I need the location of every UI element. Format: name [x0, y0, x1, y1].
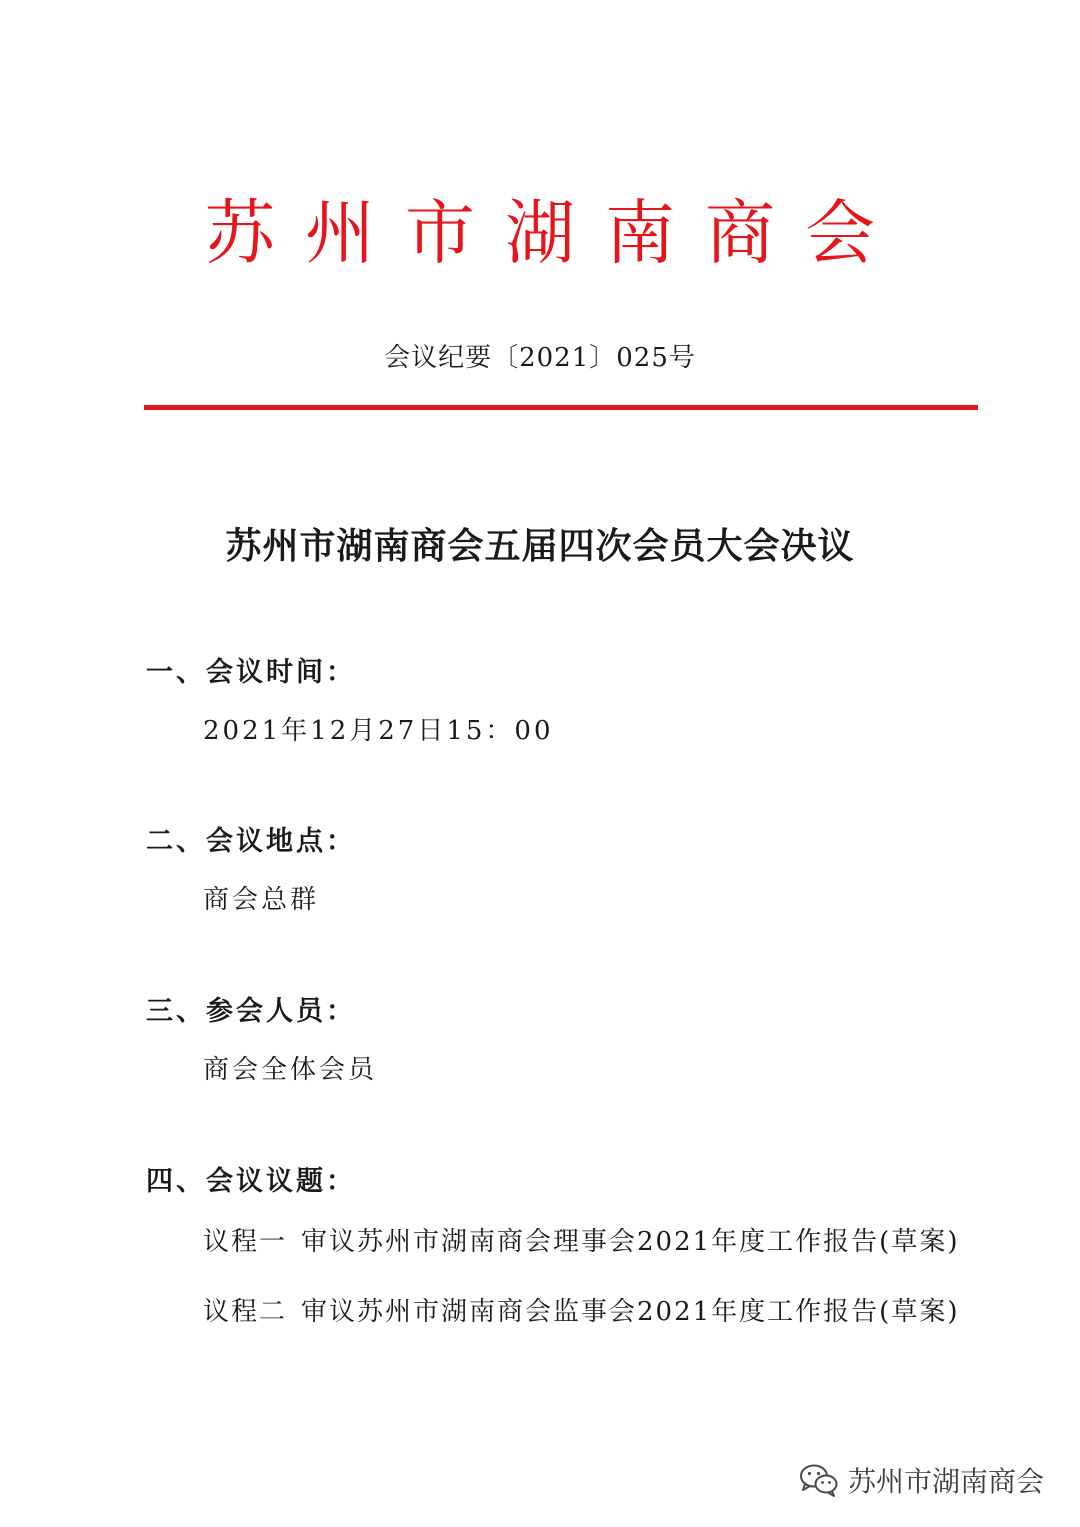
agenda-item-label: 议程二 [203, 1297, 288, 1327]
section-body: 商会全体会员 [203, 1055, 378, 1085]
red-divider [144, 405, 978, 410]
section-heading: 四、会议议题： [146, 1166, 356, 1197]
wechat-icon [798, 1462, 840, 1498]
section-meeting-location [146, 824, 1006, 918]
section-heading: 二、会议地点： [146, 826, 356, 857]
section-meeting-time [146, 655, 1006, 749]
agenda-item [203, 1224, 1006, 1260]
section-heading: 一、会议时间： [146, 657, 356, 688]
agenda-item-text: 审议苏州市湖南商会理事会2021年度工作报告(草案) [301, 1227, 960, 1257]
section-attendees [146, 994, 1006, 1088]
document-number: 会议纪要〔2021〕025号 [384, 343, 696, 373]
wechat-watermark [798, 1458, 1044, 1502]
agenda-item-label: 议程一 [203, 1227, 288, 1257]
document-title: 苏州市湖南商会五届四次会员大会决议 [225, 525, 855, 567]
section-agenda [146, 1164, 1006, 1364]
watermark-text: 苏州市湖南商会 [847, 1465, 1044, 1498]
section-body: 商会总群 [203, 885, 320, 915]
section-body: 2021年12月27日15：00 [203, 716, 554, 746]
org-header: 苏州市湖南商会 [205, 192, 905, 274]
section-heading: 三、参会人员： [146, 996, 356, 1027]
agenda-list [146, 1224, 1006, 1330]
agenda-item [203, 1294, 1006, 1330]
agenda-item-text: 审议苏州市湖南商会监事会2021年度工作报告(草案) [301, 1297, 960, 1327]
